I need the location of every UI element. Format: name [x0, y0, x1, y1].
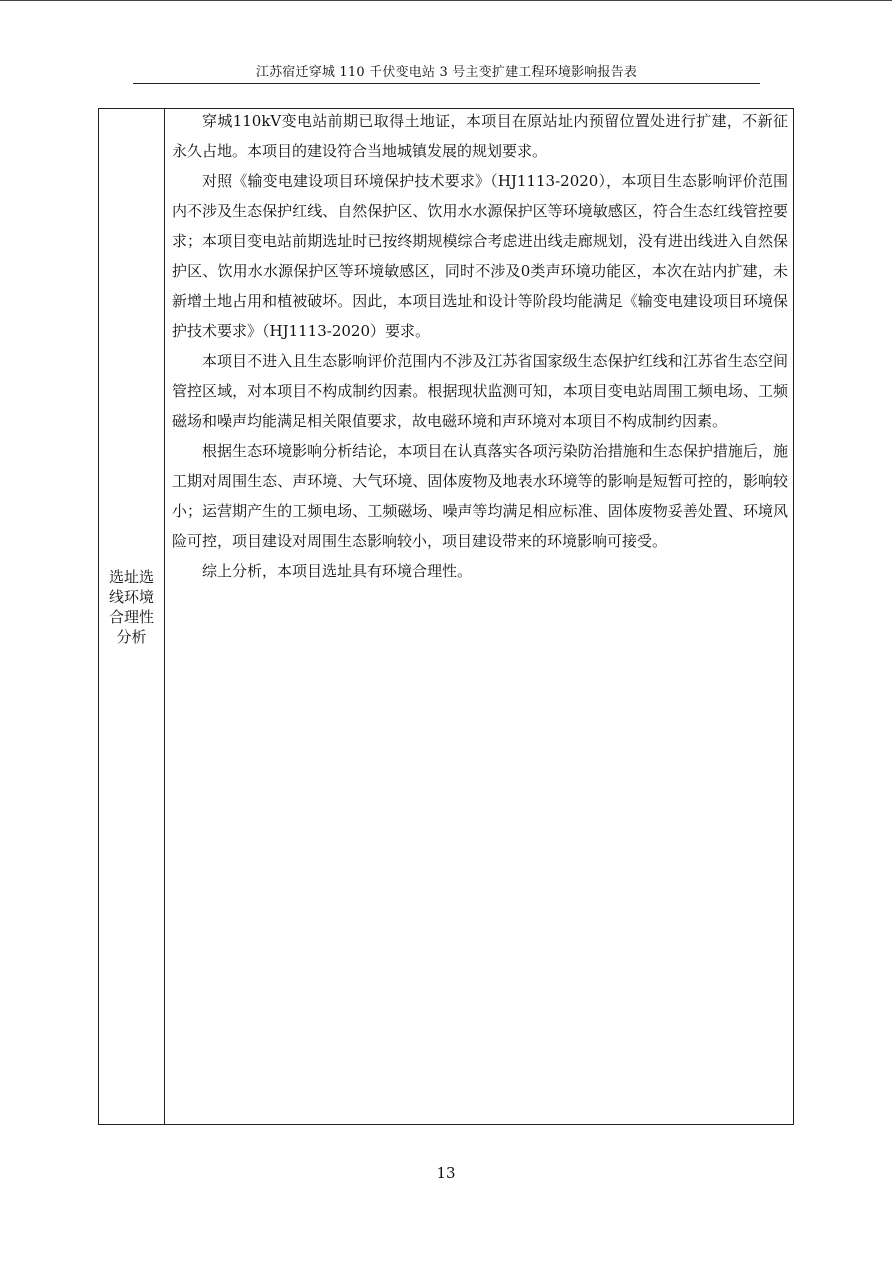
paragraph-impact-analysis: 根据生态环境影响分析结论，本项目在认真落实各项污染防治措施和生态保护措施后，施工期对周围生态、声环境、大气环境、固体废物及地表水环境等的影响是短暂可控的，影响较小；运营期产生的工频电场、工频磁场、噪声等均满足相应标准、固体废物妥善处置、环境风险可控，项目建设对周围生态影响较小，项目建设带来的环境影响可接受。 [172, 442, 788, 550]
table-row-label: 选址选线环境合理性分析 [108, 567, 154, 646]
page-top-border [0, 0, 892, 1]
paragraph-technical-requirements: 对照《输变电建设项目环境保护技术要求》（HJ1113-2020），本项目生态影响评价范围内不涉及生态保护红线、自然保护区、饮用水水源保护区等环境敏感区，符合生态红线管控要求；本项目变电站前期选址时已按终期规模综合考虑进出线走廊规划，没有进出线进入自然保护区、饮用水水源保护区等环境敏感区，同时不涉及0类声环境功能区，本次在站内扩建，未新增土地占用和植被破坏。因此，本项目选址和设计等阶段均能满足《输变电建设项目环境保护技术要求》（HJ1113-2020）要求。 [172, 172, 788, 340]
paragraph-site-land: 穿城110kV变电站前期已取得土地证，本项目在原站址内预留位置处进行扩建，不新征永久占地。本项目的建设符合当地城镇发展的规划要求。 [172, 112, 788, 160]
paragraph-conclusion: 综上分析，本项目选址具有环境合理性。 [202, 562, 473, 580]
table-column-divider [164, 108, 165, 1125]
page-number: 13 [436, 1164, 456, 1182]
document-header-title: 江苏宿迁穿城 110 千伏变电站 3 号主变扩建工程环境影响报告表 [255, 65, 638, 80]
table-content-cell [172, 106, 788, 586]
header-divider [133, 83, 760, 84]
paragraph-ecological-redline: 本项目不进入且生态影响评价范围内不涉及江苏省国家级生态保护红线和江苏省生态空间管控区域，对本项目不构成制约因素。根据现状监测可知，本项目变电站周围工频电场、工频磁场和噪声均能满足相关限值要求，故电磁环境和声环境对本项目不构成制约因素。 [172, 352, 788, 430]
table-label-cell [99, 108, 164, 1125]
